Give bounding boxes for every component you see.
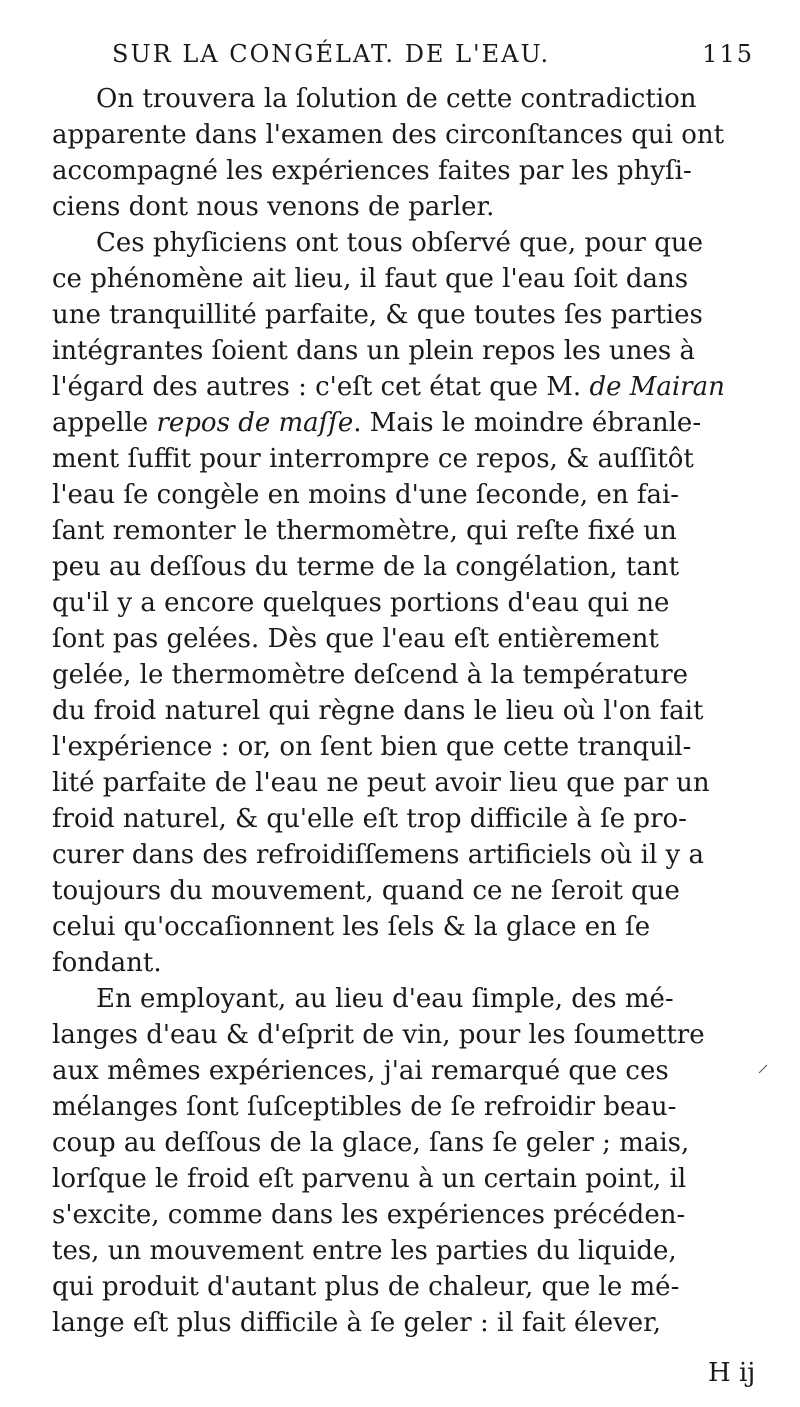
- text-line: En employant, au lieu d'eau ſimple, des mé-: [96, 984, 674, 1014]
- text-line: l'eau ſe congèle en moins d'une ſeconde, en fai-: [52, 480, 680, 510]
- text-line: du froid naturel qui règne dans le lieu où l'on fait: [52, 696, 704, 726]
- text-line: langes d'eau & d'eſprit de vin, pour les ſoumettre: [52, 1020, 705, 1050]
- text-line: curer dans des refroidiſſemens artificiels où il y a: [52, 840, 705, 870]
- text-line: une tranquillité parfaite, & que toutes ſes parties: [52, 300, 703, 330]
- text-line: ce phénomène ait lieu, il faut que l'eau ſoit dans: [52, 264, 689, 294]
- running-head: SUR LA CONGÉLAT. DE L'EAU.: [112, 40, 551, 68]
- text-line: ſont pas gelées. Dès que l'eau eſt entièrement: [52, 624, 659, 654]
- text-line: gelée, le thermomètre deſcend à la température: [52, 660, 689, 690]
- text-line: mélanges ſont ſuſceptibles de ſe refroidir beau-: [52, 1092, 677, 1122]
- page-header: [112, 40, 754, 74]
- text-line: ſant remonter le thermomètre, qui reſte fixé un: [52, 516, 677, 546]
- signature-mark: H ij: [708, 1358, 756, 1388]
- text-line: On trouvera la ſolution de cette contradiction: [96, 84, 697, 114]
- text-line: tes, un mouvement entre les parties du liquide,: [52, 1236, 677, 1266]
- text-line: l'égard des autres : c'eſt cet état que M. de Mairan: [52, 372, 725, 402]
- text-line: appelle repos de maſſe. Mais le moindre ébranle-: [52, 408, 702, 438]
- text-line: lité parfaite de l'eau ne peut avoir lieu que par un: [52, 768, 710, 798]
- text-line: lorſque le froid eſt parvenu à un certain point, il: [52, 1164, 687, 1194]
- text-line: ment ſuffit pour interrompre ce repos, & auſſitôt: [52, 444, 694, 474]
- text-line: aux mêmes expériences, j'ai remarqué que ces: [52, 1056, 669, 1086]
- page-number: 115: [702, 40, 754, 68]
- text-line: ciens dont nous venons de parler.: [52, 192, 495, 222]
- text-line: Ces phyſiciens ont tous obſervé que, pour que: [96, 228, 703, 258]
- text-line: peu au deſſous du terme de la congélation, tant: [52, 552, 680, 582]
- text-line: l'expérience : or, on ſent bien que cette tranquil-: [52, 732, 692, 762]
- text-line: froid naturel, & qu'elle eſt trop difficile à ſe pro-: [52, 804, 687, 834]
- text-line: celui qu'occaſionnent les ſels & la glace en ſe: [52, 912, 651, 942]
- italic-phrase: repos de maſſe: [156, 408, 354, 438]
- text-line: accompagné les expériences faites par les phyſi-: [52, 156, 692, 186]
- text-line: qu'il y a encore quelques portions d'eau qui ne: [52, 588, 670, 618]
- text-line: intégrantes ſoient dans un plein repos les unes à: [52, 336, 696, 366]
- text-line: lange eſt plus difficile à ſe geler : il fait élever,: [52, 1308, 662, 1338]
- text-line: qui produit d'autant plus de chaleur, que le mé-: [52, 1272, 680, 1302]
- text-line: s'excite, comme dans les expériences précéden-: [52, 1200, 686, 1230]
- text-line: coup au deſſous de la glace, ſans ſe geler ; mais,: [52, 1128, 690, 1158]
- text-line: toujours du mouvement, quand ce ne ſeroit que: [52, 876, 680, 906]
- text-line: fondant.: [52, 948, 162, 978]
- text-line: apparente dans l'examen des circonſtances qui ont: [52, 120, 725, 150]
- italic-phrase: de Mairan: [589, 372, 725, 402]
- stray-pen-mark: [758, 1064, 768, 1074]
